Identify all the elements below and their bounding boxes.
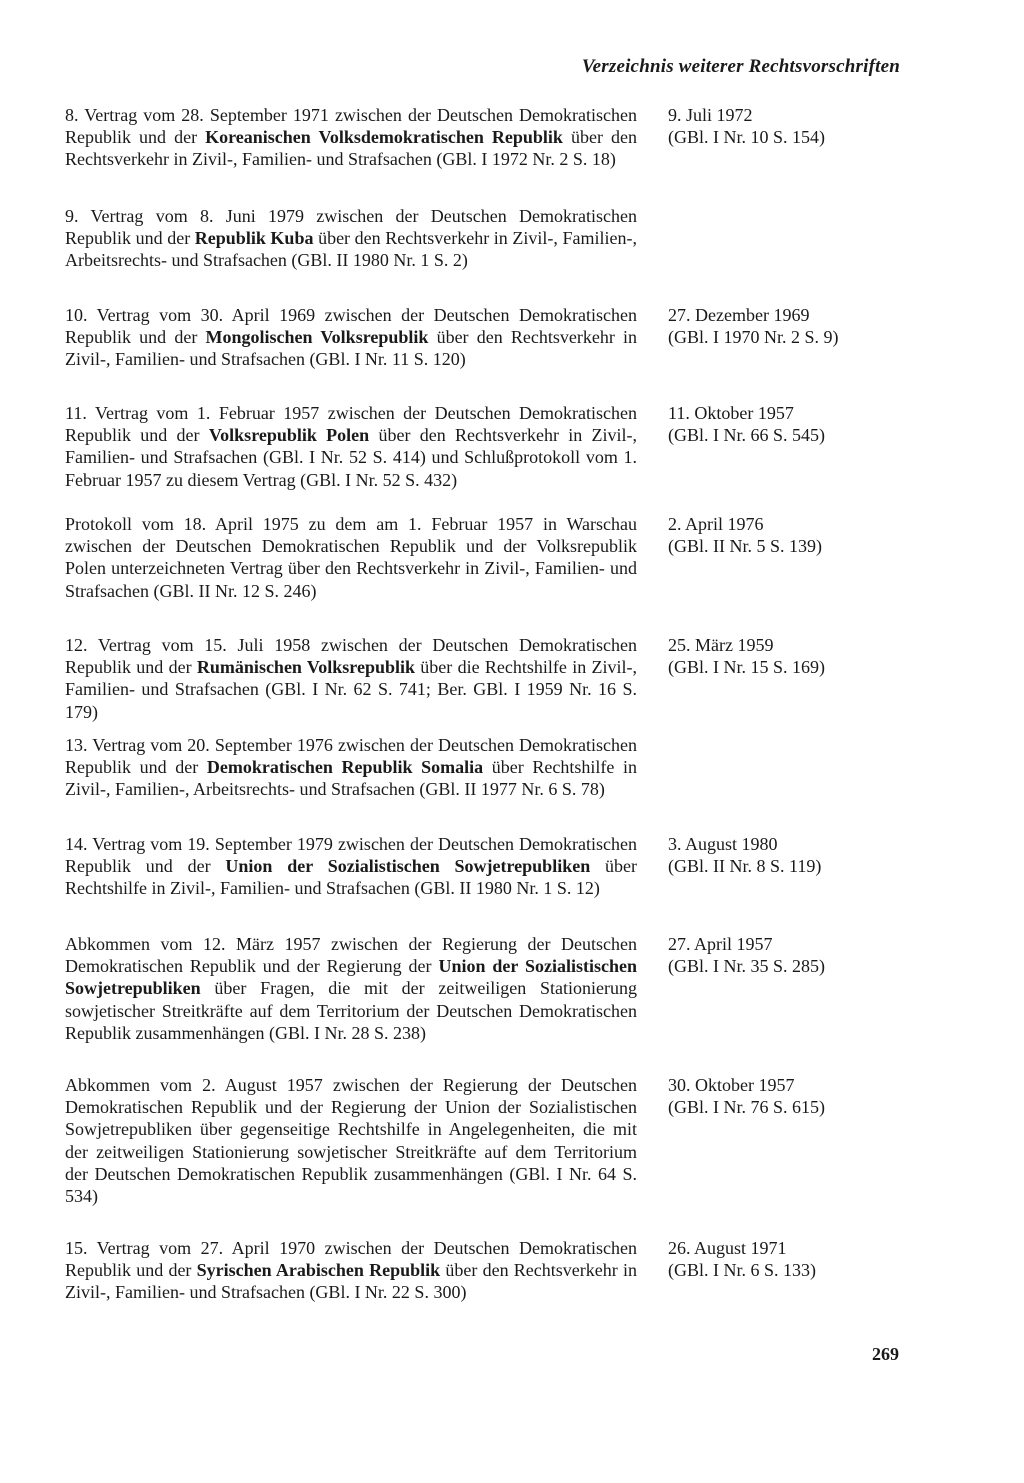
- entry-text: 13. Vertrag vom 20. September 1976 zwischen der Deutschen Demokratischen Republik und der Demokratischen Republik Somalia über Rechtshilfe in Zivil-, Familien-, Arbeitsrechts- und Strafsachen (GBl. II 1977 Nr. 6 S. 78): [65, 735, 637, 800]
- entry-text: Protokoll vom 18. April 1975 zu dem am 1. Februar 1957 in Warschau zwischen der Deutschen Demokratischen Republik und der Volksrepublik Polen unterzeichneten Vertrag über den Rechtsverkehr in Zivil-, Familien- und Strafsachen (GBl. II Nr. 12 S. 246): [65, 514, 637, 601]
- entry-date: 3. August 1980 (GBl. II Nr. 8 S. 119): [668, 834, 822, 877]
- running-head: Verzeichnis weiterer Rechtsvorschriften: [581, 56, 900, 77]
- country-name: Mongolischen Volksrepublik: [205, 327, 429, 348]
- entry-date: 25. März 1959 (GBl. I Nr. 15 S. 169): [668, 635, 825, 678]
- country-name: Republik Kuba: [194, 228, 314, 249]
- country-name: Volksrepublik Polen: [208, 425, 370, 446]
- entry-12: [0, 634, 1024, 723]
- entry-11-protocol: [0, 513, 1024, 602]
- entry-text: 9. Vertrag vom 8. Juni 1979 zwischen der Deutschen Demokratischen Republik und der Republik Kuba über den Rechtsverkehr in Zivil-, Familien-, Arbeitsrechts- und Strafsachen (GBl. II 1980 Nr. 1 S. 2): [65, 206, 637, 271]
- entry-9: [0, 205, 1024, 272]
- entry-date: 27. April 1957 (GBl. I Nr. 35 S. 285): [668, 934, 825, 977]
- entry-text: Abkommen vom 12. März 1957 zwischen der Regierung der Deutschen Demokratischen Republik und der Regierung der Union der Sozialistischen Sowjetrepubliken über Fragen, die mit der zeitweiligen Stationierung sowjetischer Streitkräfte auf dem Territorium der Deutschen Demokratischen Republik zusammenhängen (GBl. I Nr. 28 S. 238): [65, 934, 637, 1043]
- entry-text: 11. Vertrag vom 1. Februar 1957 zwischen der Deutschen Demokratischen Republik und der Volksrepublik Polen über den Rechtsverkehr in Zivil-, Familien- und Strafsachen (GBl. I Nr. 52 S. 414) und Schlußprotokoll vom 1. Februar 1957 zu diesem Vertrag (GBl. I Nr. 52 S. 432): [65, 403, 637, 490]
- country-name: Union der Sozialistischen Sowjetrepubliken: [65, 956, 637, 999]
- entry-text: Abkommen vom 2. August 1957 zwischen der Regierung der Deutschen Demokratischen Republik und der Regierung der Union der Sozialistischen Sowjetrepubliken über gegenseitige Rechtshilfe in Angelegenheiten, die mit der zeitweiligen Stationierung sowjetischer Streitkräfte auf dem Territorium der Deutschen Demokratischen Republik zusammenhängen (GBl. I Nr. 64 S. 534): [65, 1075, 637, 1207]
- country-name: Syrischen Arabischen Republik: [196, 1260, 441, 1281]
- entry-14: [0, 833, 1024, 900]
- country-name: Union der Sozialistischen Sowjetrepubliken: [225, 856, 591, 877]
- entry-agreement-march-1957: [0, 933, 1024, 1044]
- country-name: Rumänischen Volksrepublik: [196, 657, 415, 678]
- entry-text: 12. Vertrag vom 15. Juli 1958 zwischen der Deutschen Demokratischen Republik und der Rumänischen Volksrepublik über die Rechtshilfe in Zivil-, Familien- und Strafsachen (GBl. I Nr. 62 S. 741; Ber. GBl. I 1959 Nr. 16 S. 179): [65, 635, 637, 722]
- entry-11: [0, 402, 1024, 491]
- entry-date: 11. Oktober 1957 (GBl. I Nr. 66 S. 545): [668, 403, 825, 446]
- entry-text: 14. Vertrag vom 19. September 1979 zwischen der Deutschen Demokratischen Republik und der Union der Sozialistischen Sowjetrepubliken über Rechtshilfe in Zivil-, Familien- und Strafsachen (GBl. II 1980 Nr. 1 S. 12): [65, 834, 637, 899]
- entry-date: 30. Oktober 1957 (GBl. I Nr. 76 S. 615): [668, 1075, 825, 1118]
- entry-13: [0, 734, 1024, 801]
- country-name: Koreanischen Volksdemokratischen Republik: [205, 127, 563, 148]
- entry-date: 27. Dezember 1969 (GBl. I 1970 Nr. 2 S. 9): [668, 305, 839, 348]
- entry-date: 9. Juli 1972 (GBl. I Nr. 10 S. 154): [668, 105, 825, 148]
- entry-agreement-august-1957: [0, 1074, 1024, 1207]
- entry-date: 26. August 1971 (GBl. I Nr. 6 S. 133): [668, 1238, 816, 1281]
- entry-text: 15. Vertrag vom 27. April 1970 zwischen der Deutschen Demokratischen Republik und der Syrischen Arabischen Republik über den Rechtsverkehr in Zivil-, Familien- und Strafsachen (GBl. I Nr. 22 S. 300): [65, 1238, 637, 1303]
- country-name: Demokratischen Republik Somalia: [206, 757, 484, 778]
- page-number: 269: [872, 1344, 899, 1364]
- entry-15: [0, 1237, 1024, 1304]
- entry-text: 8. Vertrag vom 28. September 1971 zwischen der Deutschen Demokratischen Republik und der Koreanischen Volksdemokratischen Republik über den Rechtsverkehr in Zivil-, Familien- und Strafsachen (GBl. I 1972 Nr. 2 S. 18): [65, 105, 637, 170]
- entry-date: 2. April 1976 (GBl. II Nr. 5 S. 139): [668, 514, 822, 557]
- entry-10: [0, 304, 1024, 371]
- entry-8: [0, 104, 1024, 171]
- entry-text: 10. Vertrag vom 30. April 1969 zwischen der Deutschen Demokratischen Republik und der Mongolischen Volksrepublik über den Rechtsverkehr in Zivil-, Familien- und Strafsachen (GBl. I Nr. 11 S. 120): [65, 305, 638, 370]
